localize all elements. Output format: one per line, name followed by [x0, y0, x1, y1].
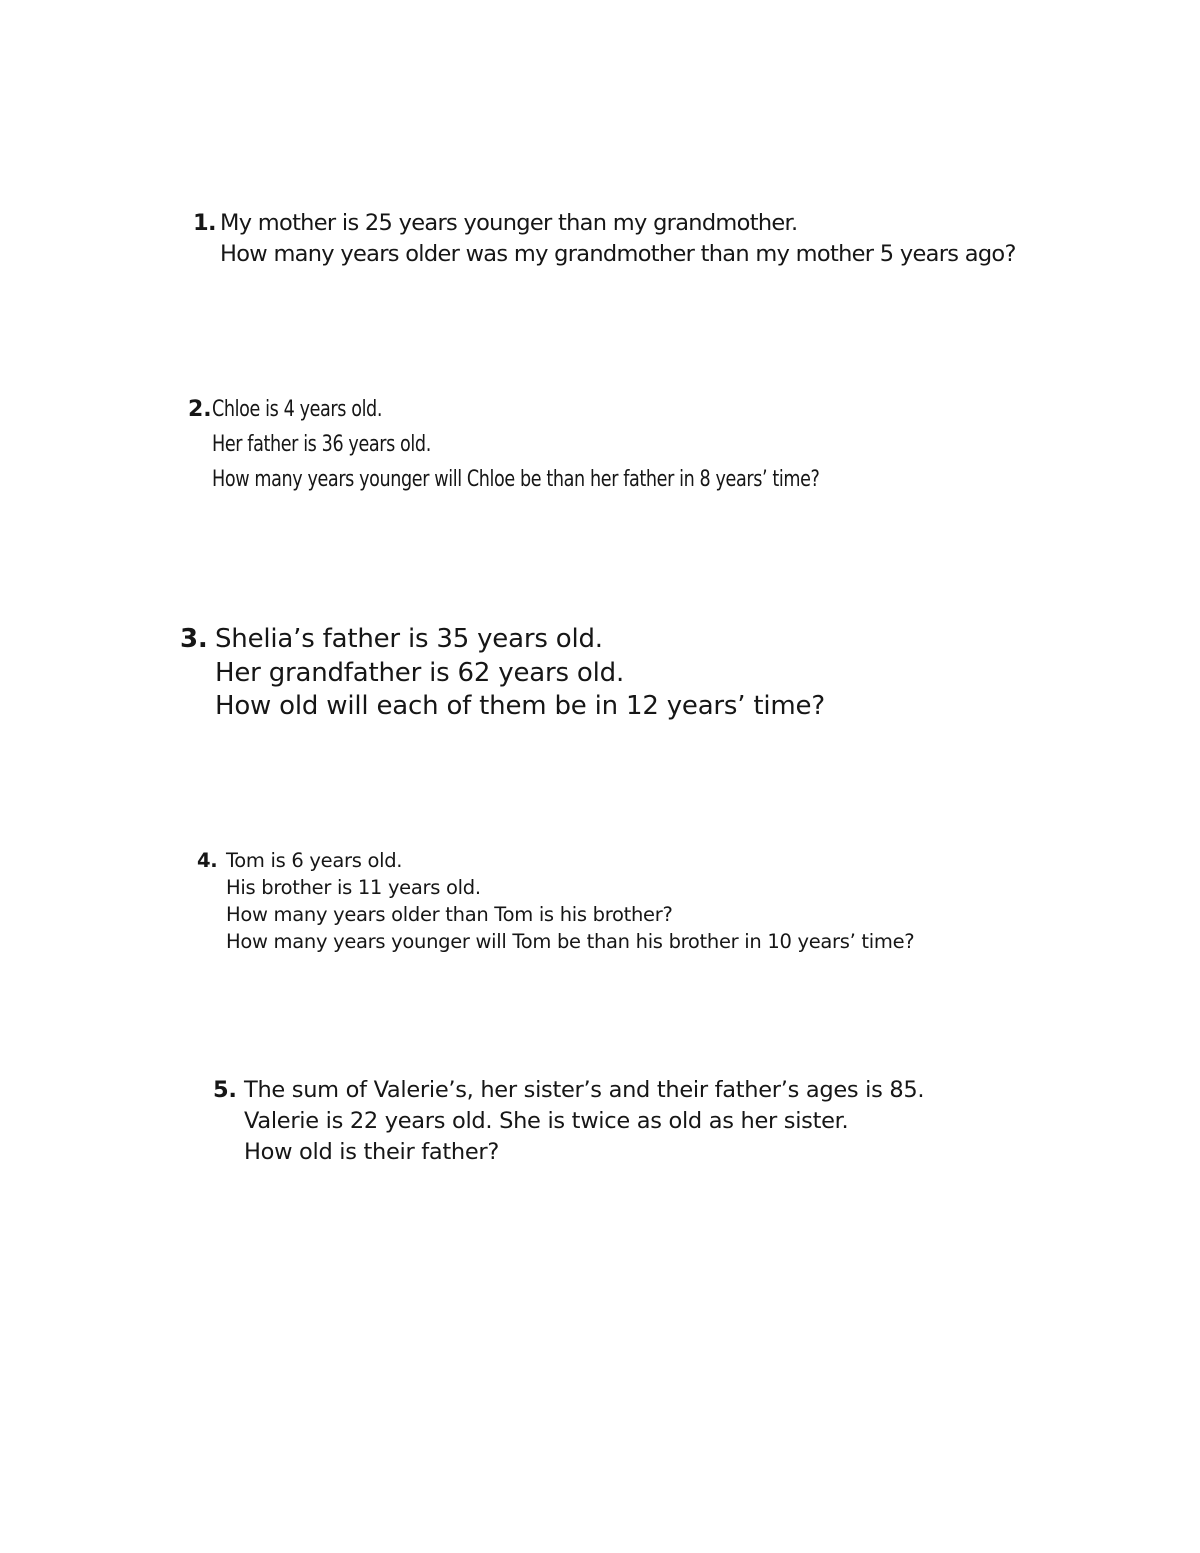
problem-text — [215, 623, 825, 724]
problem-number: 2. — [188, 397, 212, 422]
problem-line: How many years older than Tom is his brother? — [226, 903, 673, 926]
problem-line: How old will each of them be in 12 years’ time? — [215, 691, 825, 721]
problem-line: His brother is 11 years old. — [226, 876, 481, 899]
problem-number: 4. — [197, 849, 218, 872]
problem-text — [212, 392, 819, 497]
problem-5 — [213, 1075, 924, 1168]
problem-line: How many years older was my grandmother than my mother 5 years ago? — [220, 241, 1016, 267]
problem-line: Chloe is 4 years old. — [212, 397, 383, 422]
problem-1 — [193, 208, 1016, 270]
problem-line: How old is their father? — [244, 1139, 500, 1165]
problem-line: Her father is 36 years old. — [212, 432, 431, 457]
problem-number: 1. — [193, 210, 216, 236]
problem-text — [244, 1075, 924, 1168]
problem-text — [220, 208, 1016, 270]
problem-line: How many years younger will Chloe be than her father in 8 years’ time? — [212, 467, 820, 492]
problem-line: The sum of Valerie’s, her sister’s and their father’s ages is 85. — [244, 1077, 925, 1103]
problem-4 — [197, 847, 914, 955]
problem-line: Valerie is 22 years old. She is twice as old as her sister. — [244, 1108, 849, 1134]
problem-line: Shelia’s father is 35 years old. — [215, 624, 603, 654]
problem-text — [226, 847, 914, 955]
problem-line: How many years younger will Tom be than his brother in 10 years’ time? — [226, 930, 915, 953]
problem-number: 5. — [213, 1077, 237, 1103]
problem-2 — [188, 392, 971, 497]
problem-line: Tom is 6 years old. — [226, 849, 403, 872]
problem-3 — [180, 623, 825, 724]
problem-number: 3. — [180, 624, 208, 654]
problem-line: Her grandfather is 62 years old. — [215, 657, 625, 688]
problem-line: My mother is 25 years younger than my grandmother. — [220, 210, 798, 236]
